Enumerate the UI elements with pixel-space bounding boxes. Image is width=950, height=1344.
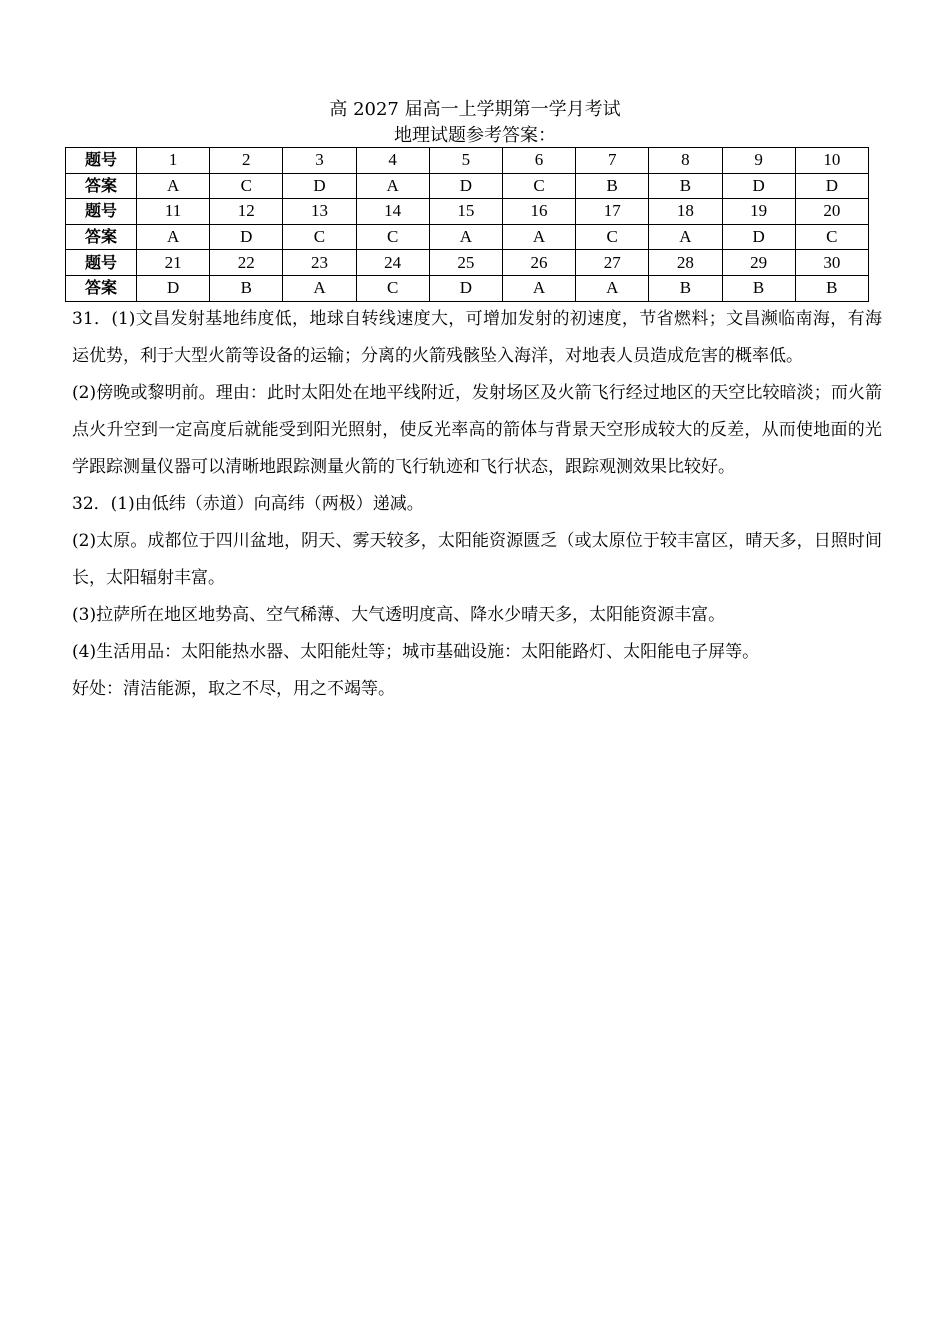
question-number-row — [66, 250, 869, 276]
row-label: 题号 — [66, 199, 137, 225]
page-subtitle: 地理试题参考答案： — [394, 125, 556, 146]
table-cell: B — [210, 275, 283, 301]
table-cell: D — [722, 224, 795, 250]
answer-row — [66, 275, 869, 301]
table-cell: 30 — [795, 250, 868, 276]
table-cell: C — [576, 224, 649, 250]
table-cell: B — [649, 173, 722, 199]
table-cell: 26 — [502, 250, 575, 276]
table-cell: A — [502, 275, 575, 301]
row-label: 答案 — [66, 173, 137, 199]
table-cell: D — [210, 224, 283, 250]
table-cell: D — [795, 173, 868, 199]
table-cell: D — [429, 275, 502, 301]
answer-paragraph: (4)生活用品：太阳能热水器、太阳能灶等；城市基础设施：太阳能路灯、太阳能电子屏等。 — [72, 642, 760, 662]
row-label: 题号 — [66, 250, 137, 276]
table-cell: 19 — [722, 199, 795, 225]
table-cell: 27 — [576, 250, 649, 276]
row-label: 题号 — [66, 148, 137, 174]
table-cell: 25 — [429, 250, 502, 276]
table-cell: 12 — [210, 199, 283, 225]
table-cell: 22 — [210, 250, 283, 276]
table-cell: 1 — [137, 148, 210, 174]
table-cell: 28 — [649, 250, 722, 276]
table-cell: A — [502, 224, 575, 250]
answer-row — [66, 173, 869, 199]
table-cell: 29 — [722, 250, 795, 276]
table-cell: 9 — [722, 148, 795, 174]
answer-paragraph: 31．(1)文昌发射基地纬度低，地球自转线速度大，可增加发射的初速度，节省燃料；文昌濒临南海，有海运优势，利于大型火箭等设备的运输；分离的火箭残骸坠入海洋，对地表人员造成危害的概率低。 — [72, 309, 882, 366]
table-cell: B — [795, 275, 868, 301]
table-cell: 2 — [210, 148, 283, 174]
table-cell: 3 — [283, 148, 356, 174]
answer-table — [65, 147, 869, 302]
table-cell: C — [356, 224, 429, 250]
table-cell: 24 — [356, 250, 429, 276]
table-cell: C — [283, 224, 356, 250]
table-cell: A — [649, 224, 722, 250]
table-cell: A — [137, 173, 210, 199]
table-cell: 18 — [649, 199, 722, 225]
table-cell: 6 — [502, 148, 575, 174]
table-cell: B — [576, 173, 649, 199]
table-cell: D — [722, 173, 795, 199]
table-cell: D — [429, 173, 502, 199]
table-cell: C — [795, 224, 868, 250]
table-cell: 10 — [795, 148, 868, 174]
table-cell: 16 — [502, 199, 575, 225]
table-cell: C — [210, 173, 283, 199]
table-cell: C — [502, 173, 575, 199]
answer-paragraph: (2)傍晚或黎明前。理由：此时太阳处在地平线附近，发射场区及火箭飞行经过地区的天空比较暗淡；而火箭点火升空到一定高度后就能受到阳光照射，使反光率高的箭体与背景天空形成较大的反差，从而使地面的光学跟踪测量仪器可以清晰地跟踪测量火箭的飞行轨迹和飞行状态，跟踪观测效果比较好。 — [72, 383, 882, 477]
table-cell: C — [356, 275, 429, 301]
table-cell: 7 — [576, 148, 649, 174]
answer-text-section — [72, 301, 882, 708]
table-cell: A — [429, 224, 502, 250]
table-cell: A — [356, 173, 429, 199]
table-cell: D — [283, 173, 356, 199]
table-cell: B — [649, 275, 722, 301]
answer-paragraph: 好处：清洁能源，取之不尽，用之不竭等。 — [72, 679, 395, 699]
question-number-row — [66, 199, 869, 225]
table-cell: 8 — [649, 148, 722, 174]
table-cell: 13 — [283, 199, 356, 225]
table-cell: 23 — [283, 250, 356, 276]
answer-paragraph: (3)拉萨所在地区地势高、空气稀薄、大气透明度高、降水少晴天多，太阳能资源丰富。 — [72, 605, 726, 625]
table-cell: B — [722, 275, 795, 301]
table-cell: A — [576, 275, 649, 301]
table-cell: 11 — [137, 199, 210, 225]
table-cell: 15 — [429, 199, 502, 225]
table-cell: 5 — [429, 148, 502, 174]
table-cell: A — [283, 275, 356, 301]
question-number-row — [66, 148, 869, 174]
table-cell: 20 — [795, 199, 868, 225]
answer-paragraph: (2)太原。成都位于四川盆地，阴天、雾天较多，太阳能资源匮乏（或太原位于较丰富区，晴天多，日照时间长，太阳辐射丰富。 — [72, 531, 882, 588]
row-label: 答案 — [66, 275, 137, 301]
table-cell: 17 — [576, 199, 649, 225]
row-label: 答案 — [66, 224, 137, 250]
answer-row — [66, 224, 869, 250]
table-cell: 21 — [137, 250, 210, 276]
table-cell: A — [137, 224, 210, 250]
answer-paragraph: 32．(1)由低纬（赤道）向高纬（两极）递减。 — [72, 494, 424, 514]
table-cell: D — [137, 275, 210, 301]
page-title: 高 2027 届高一上学期第一学月考试 — [329, 99, 621, 120]
table-cell: 14 — [356, 199, 429, 225]
table-cell: 4 — [356, 148, 429, 174]
